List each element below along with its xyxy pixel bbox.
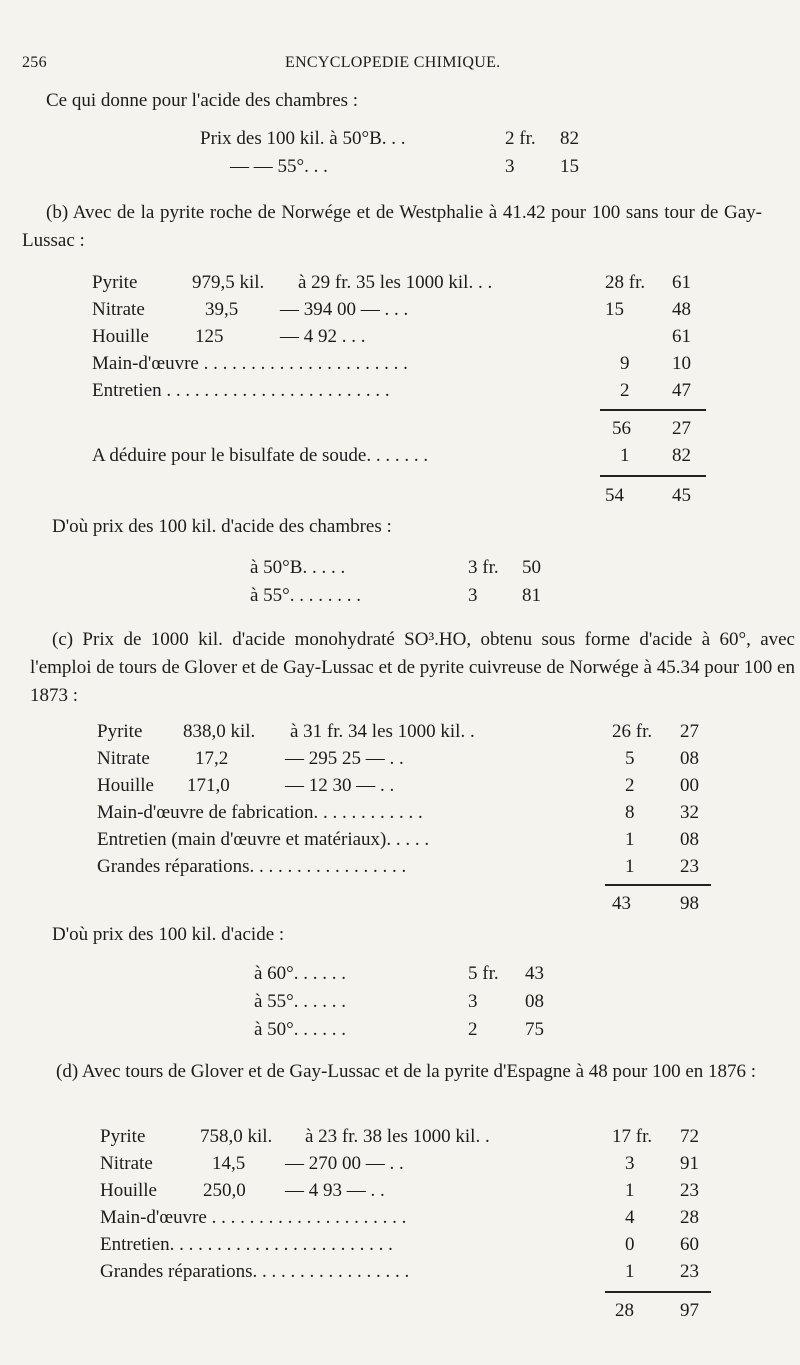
item-c: 08: [680, 829, 699, 850]
item-qty: 171,0: [187, 775, 230, 796]
item-name: Pyrite: [97, 721, 143, 742]
total-fr: 54: [605, 485, 624, 506]
intro-row-c: 15: [560, 156, 579, 177]
intro-row-fr: 3: [505, 156, 515, 177]
price-c: 81: [522, 585, 541, 606]
item-fr: 0: [625, 1234, 635, 1255]
item-fr: 4: [625, 1207, 635, 1228]
item-name: Nitrate: [97, 748, 150, 769]
item-c: 23: [680, 1180, 699, 1201]
item-name: Houille: [92, 326, 149, 347]
subtotal-c: 27: [672, 418, 691, 439]
item-mid: — 394 00 — . . .: [280, 299, 409, 320]
price-text: D'où prix des 100 kil. d'acide :: [52, 924, 285, 945]
price-text: D'où prix des 100 kil. d'acide des chambres :: [52, 516, 392, 537]
item-mid: à 23 fr. 38 les 1000 kil. .: [305, 1126, 490, 1147]
item-fr: 8: [625, 802, 635, 823]
item-fr: 1: [625, 856, 635, 877]
item-name: Entretien. . . . . . . . . . . . . . . . . . . . . . . .: [100, 1234, 393, 1255]
item-fr: 9: [620, 353, 630, 374]
item-name: Houille: [97, 775, 154, 796]
item-mid: à 29 fr. 35 les 1000 kil. . .: [298, 272, 493, 293]
item-qty: 125: [195, 326, 224, 347]
item-mid: — 295 25 — . .: [285, 748, 404, 769]
item-name: Houille: [100, 1180, 157, 1201]
item-c: 60: [680, 1234, 699, 1255]
price-fr: 2: [468, 1019, 478, 1040]
item-c: 27: [680, 721, 699, 742]
total-rule: [600, 475, 706, 477]
intro-text: Ce qui donne pour l'acide des chambres :: [46, 90, 359, 111]
subtotal-rule: [600, 409, 706, 411]
total-fr: 28: [615, 1300, 634, 1321]
item-mid: — 270 00 — . .: [285, 1153, 404, 1174]
intro-row-fr: 2 fr.: [505, 128, 536, 149]
section-c-text: (c) Prix de 1000 kil. d'acide monohydraté SO³.HO, obtenu sous forme d'acide à 60°, avec l'emploi de tours de Glover et de Gay-Lussac et de pyrite cuivreuse de Norwége à 45.34 pour 100 en 1873 :: [30, 629, 795, 706]
price-label: à 60°. . . . . .: [254, 963, 347, 984]
item-mid: — 4 92 . . .: [280, 326, 366, 347]
total-rule: [605, 1291, 711, 1293]
item-mid: — 12 30 — . .: [285, 775, 395, 796]
item-name: Pyrite: [92, 272, 138, 293]
section-b-text: (b) Avec de la pyrite roche de Norwége et de Westphalie à 41.42 pour 100 sans tour de Gay-Lussac :: [22, 202, 762, 251]
price-label: à 50°B. . . . .: [250, 557, 346, 578]
price-c: 43: [525, 963, 544, 984]
item-name: Main-d'œuvre . . . . . . . . . . . . . . . . . . . . .: [100, 1207, 407, 1228]
item-qty: 17,2: [195, 748, 229, 769]
item-fr: 5: [625, 748, 635, 769]
price-c: 50: [522, 557, 541, 578]
total-rule: [605, 884, 711, 886]
page-number: 256: [22, 54, 47, 71]
item-name: Entretien . . . . . . . . . . . . . . . . . . . . . . . .: [92, 380, 390, 401]
price-label: à 50°. . . . . .: [254, 1019, 347, 1040]
item-c: 48: [672, 299, 691, 320]
item-c: 61: [672, 272, 691, 293]
price-c: 08: [525, 991, 544, 1012]
item-name: Nitrate: [100, 1153, 153, 1174]
item-mid: à 31 fr. 34 les 1000 kil. .: [290, 721, 475, 742]
item-qty: 250,0: [203, 1180, 246, 1201]
item-name: Nitrate: [92, 299, 145, 320]
item-fr: 1: [625, 1180, 635, 1201]
deduct-label: A déduire pour le bisulfate de soude. . . . . . .: [92, 445, 429, 466]
item-name: Main-d'œuvre de fabrication. . . . . . . . . . . .: [97, 802, 423, 823]
item-c: 08: [680, 748, 699, 769]
item-fr: 1: [625, 1261, 635, 1282]
item-c: 72: [680, 1126, 699, 1147]
item-fr: 26 fr.: [612, 721, 653, 742]
item-c: 91: [680, 1153, 699, 1174]
price-c: 75: [525, 1019, 544, 1040]
item-c: 61: [672, 326, 691, 347]
price-fr: 3: [468, 991, 478, 1012]
price-fr: 3 fr.: [468, 557, 499, 578]
item-name: Grandes réparations. . . . . . . . . . . . . . . . .: [97, 856, 407, 877]
item-fr: 1: [625, 829, 635, 850]
item-c: 23: [680, 856, 699, 877]
item-fr: 2: [620, 380, 630, 401]
total-c: 97: [680, 1300, 699, 1321]
total-c: 98: [680, 893, 699, 914]
price-fr: 5 fr.: [468, 963, 499, 984]
item-mid: — 4 93 — . .: [285, 1180, 385, 1201]
item-c: 47: [672, 380, 691, 401]
deduct-fr: 1: [620, 445, 630, 466]
deduct-c: 82: [672, 445, 691, 466]
total-c: 45: [672, 485, 691, 506]
item-qty: 979,5 kil.: [192, 272, 265, 293]
price-label: à 55°. . . . . . . .: [250, 585, 362, 606]
item-name: Pyrite: [100, 1126, 146, 1147]
item-name: Grandes réparations. . . . . . . . . . . . . . . . .: [100, 1261, 410, 1282]
intro-row-label: — — 55°. . .: [230, 156, 328, 177]
item-c: 28: [680, 1207, 699, 1228]
item-fr: 15: [605, 299, 624, 320]
section-d-text: (d) Avec tours de Glover et de Gay-Lussac et de la pyrite d'Espagne à 48 pour 100 en 1876 :: [56, 1061, 757, 1082]
item-qty: 14,5: [212, 1153, 246, 1174]
item-fr: 17 fr.: [612, 1126, 653, 1147]
subtotal-fr: 56: [612, 418, 631, 439]
price-fr: 3: [468, 585, 478, 606]
item-c: 23: [680, 1261, 699, 1282]
item-fr: 28 fr.: [605, 272, 646, 293]
intro-row-label: Prix des 100 kil. à 50°B. . .: [200, 128, 406, 149]
price-label: à 55°. . . . . .: [254, 991, 347, 1012]
item-qty: 758,0 kil.: [200, 1126, 273, 1147]
item-fr: 3: [625, 1153, 635, 1174]
total-fr: 43: [612, 893, 631, 914]
item-fr: 2: [625, 775, 635, 796]
item-qty: 39,5: [205, 299, 239, 320]
item-c: 32: [680, 802, 699, 823]
item-c: 10: [672, 353, 691, 374]
running-title: ENCYCLOPEDIE CHIMIQUE.: [285, 54, 501, 71]
item-name: Main-d'œuvre . . . . . . . . . . . . . . . . . . . . . .: [92, 353, 408, 374]
item-qty: 838,0 kil.: [183, 721, 256, 742]
intro-row-c: 82: [560, 128, 579, 149]
item-name: Entretien (main d'œuvre et matériaux). . . . .: [97, 829, 430, 850]
item-c: 00: [680, 775, 699, 796]
